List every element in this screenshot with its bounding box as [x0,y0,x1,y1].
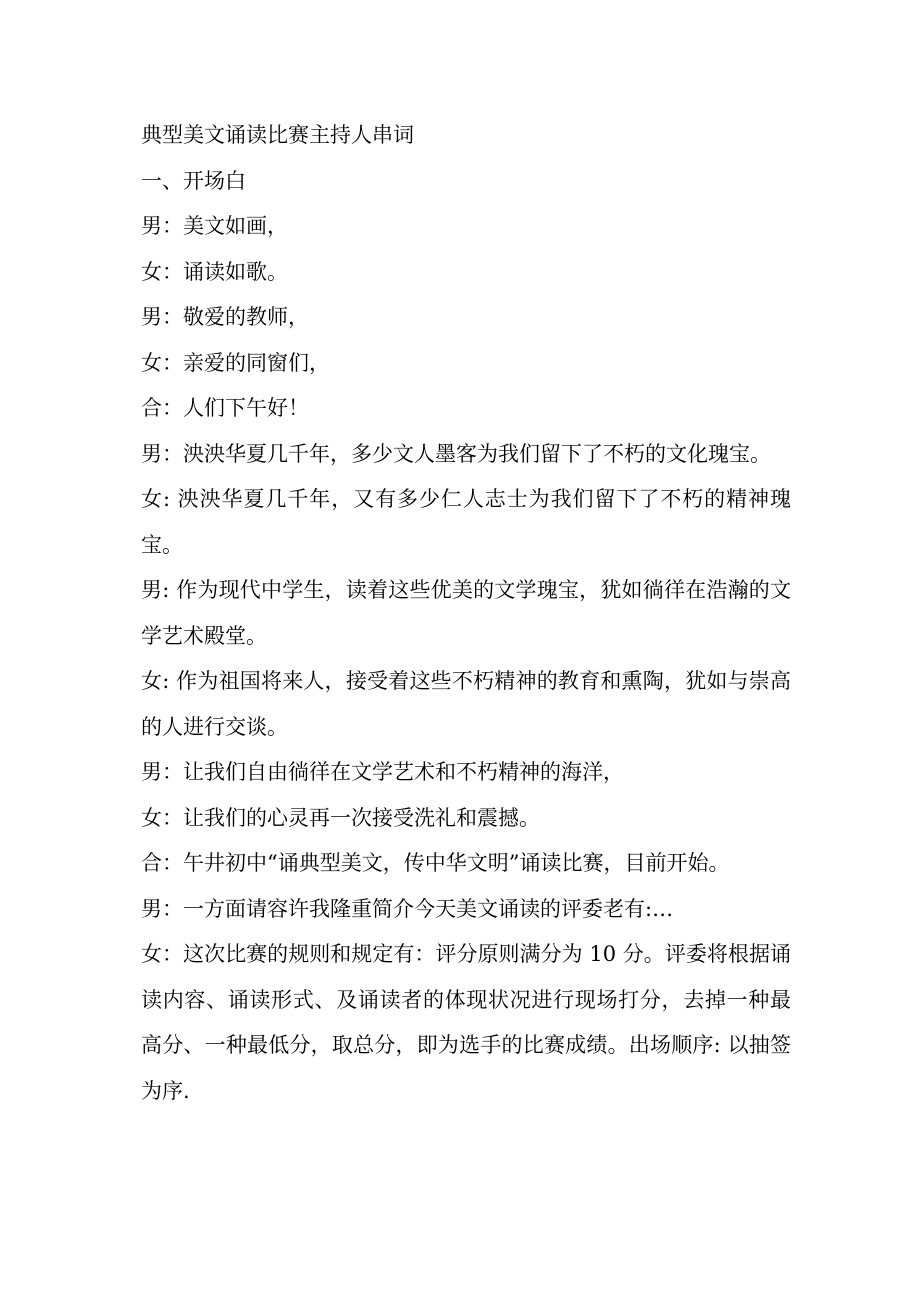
document-title: 典型美文诵读比赛主持人串词 [141,123,414,147]
dialogue-line: 女：让我们的心灵再一次接受洗礼和震撼。 [141,805,540,830]
dialogue-line: 男：美文如画， [141,214,288,238]
dialogue-line: 合：午井初中“诵典型美文，传中华文明”诵读比赛，目前开始。 [141,851,730,875]
rules-paragraph: 女：这次比赛的规则和规定有：评分原则满分为 10 分。评委将根据诵读内容、诵读形式、及诵读者的体现状况进行现场打分，去掉一种最高分、一种最低分，取总分，即为选手的比赛成绩。出场顺序: 以抽签为序. [141,942,791,1103]
dialogue-line: 女：亲爱的同窗们， [141,350,330,375]
dialogue-line: 合：人们下午好！ [141,396,309,420]
dialogue-line: 男: 作为现代中学生，读着这些优美的文学瑰宝，犹如徜徉在浩瀚的文学艺术殿堂。 [141,578,791,648]
dialogue-line: 男：泱泱华夏几千年，多少文人墨客为我们留下了不朽的文化瑰宝。 [141,441,771,466]
dialogue-line: 男：让我们自由徜徉在文学艺术和不朽精神的海洋， [141,760,624,784]
dialogue-line: 女: 泱泱华夏几千年，又有多少仁人志士为我们留下了不朽的精神瑰宝。 [141,487,791,557]
document-body [141,113,791,1114]
dialogue-line: 女：诵读如歌。 [141,259,288,284]
dialogue-line: 女: 作为祖国将来人，接受着这些不朽精神的教育和熏陶，犹如与崇高的人进行交谈。 [141,669,791,739]
dialogue-line: 男：一方面请容许我隆重简介今天美文诵读的评委老有:… [141,896,674,921]
dialogue-line: 男：敬爱的教师， [141,305,309,329]
section-heading: 一、开场白 [141,168,246,193]
